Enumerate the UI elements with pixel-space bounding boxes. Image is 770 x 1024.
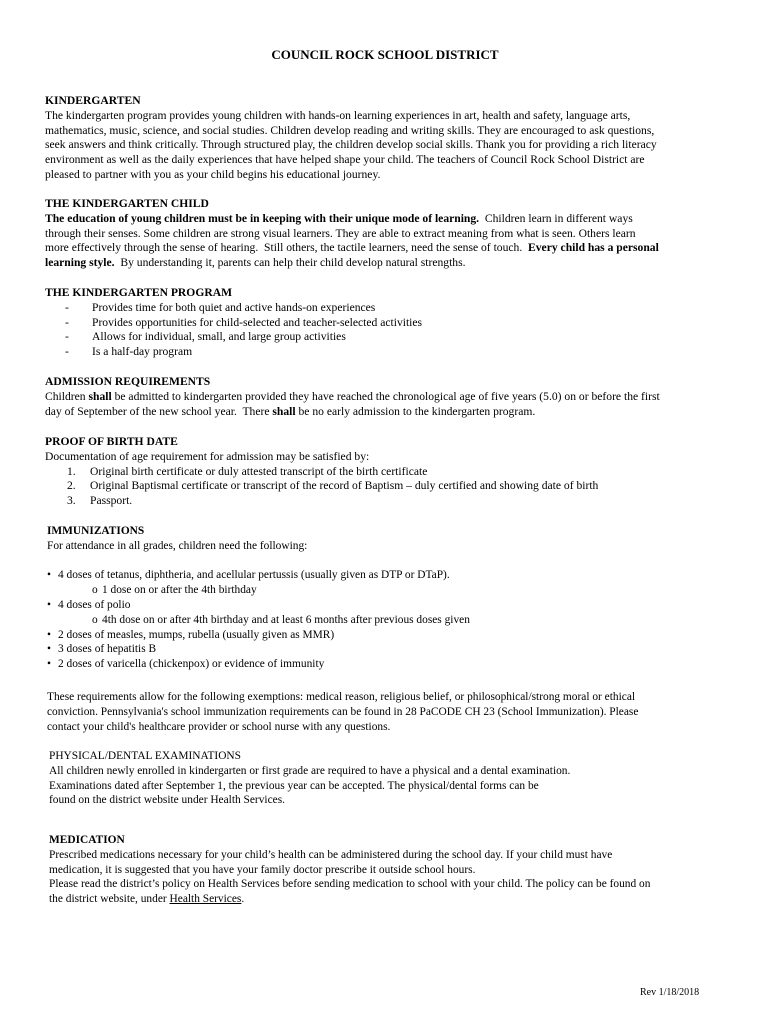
paragraph-line: Documentation of age requirement for admission may be satisfied by: <box>45 449 370 463</box>
section-immunizations <box>47 524 737 734</box>
list-item <box>45 494 735 509</box>
bold-text: shall <box>88 389 112 403</box>
list-item: • 4 doses of polio <box>47 598 737 613</box>
paragraph-line <box>49 892 739 907</box>
list-item: • 4 doses of tetanus, diphtheria, and acellular pertussis (usually given as DTP or DTaP). <box>47 568 737 583</box>
paragraph-line <box>45 256 735 271</box>
paragraph-line: mathematics, music, science, and social studies. Children develop reading and writing skills. They are encouraged to ask questions, <box>45 123 655 137</box>
text: Children learn in different ways <box>479 211 633 225</box>
paragraph-line: medication, it is suggested that you have your family doctor prescribe it outside school hours. <box>49 863 476 876</box>
bold-text: The education of young children must be in keeping with their unique mode of learning. <box>45 211 480 225</box>
paragraph-line <box>45 405 735 420</box>
paragraph-line: All children newly enrolled in kindergarten or first grade are required to have a physical and a dental examination. <box>49 764 571 777</box>
birth-documents-list <box>45 465 735 509</box>
bold-text: learning style. <box>45 256 115 270</box>
sub-item: o 1 dose on or after the 4th birthday <box>47 583 737 598</box>
section-proof-of-birth <box>45 435 735 509</box>
revision-date: Rev 1/18/2018 <box>640 987 700 998</box>
physical-heading: PHYSICAL/DENTAL EXAMINATIONS <box>49 750 241 762</box>
list-item <box>45 465 735 480</box>
bold-text: Every child has a personal <box>528 241 659 255</box>
program-list <box>45 301 735 360</box>
section-physical-dental <box>49 749 739 808</box>
document-title: COUNCIL ROCK SCHOOL DISTRICT <box>271 47 499 62</box>
paragraph-line <box>45 241 735 256</box>
text: Children <box>45 389 89 403</box>
text: more effectively through the sense of hearing. Still others, the tactile learners, need the sense of touch. <box>45 241 529 255</box>
list-item: • 3 doses of hepatitis B <box>47 642 737 657</box>
list-number: 3. <box>67 494 76 508</box>
text: day of September of the new school year. There <box>45 404 273 418</box>
text: be admitted to kindergarten provided they have reached the chronological age of five years (5.0) on or before the first <box>111 389 660 403</box>
list-item: - Allows for individual, small, and large group activities <box>45 330 735 345</box>
child-heading: THE KINDERGARTEN CHILD <box>45 197 209 210</box>
list-number: 1. <box>67 464 76 478</box>
list-text: Passport. <box>90 494 133 508</box>
paragraph-line: pleased to partner with you as your child begins his educational journey. <box>45 167 381 181</box>
paragraph-line: found on the district website under Health Services. <box>49 794 285 807</box>
list-item: • 2 doses of varicella (chickenpox) or evidence of immunity <box>47 657 737 672</box>
paragraph-line: through their senses. Some children are strong visual learners. They are able to extract meaning from what is seen. Others learn <box>45 226 636 240</box>
list-item: • 2 doses of measles, mumps, rubella (usually given as MMR) <box>47 628 737 643</box>
list-text: Original birth certificate or duly attested transcript of the birth certificate <box>90 464 428 478</box>
immunizations-heading: IMMUNIZATIONS <box>47 525 145 537</box>
program-heading: THE KINDERGARTEN PROGRAM <box>45 286 233 299</box>
list-item: - Provides opportunities for child-selected and teacher-selected activities <box>45 316 735 331</box>
paragraph-line <box>45 390 735 405</box>
sub-item: o 4th dose on or after 4th birthday and at least 6 months after previous doses given <box>47 613 737 628</box>
list-number: 2. <box>67 479 76 493</box>
section-kindergarten-child <box>45 197 735 271</box>
list-item: - Provides time for both quiet and active hands-on experiences <box>45 301 735 316</box>
paragraph-line: For attendance in all grades, children need the following: <box>47 539 308 552</box>
paragraph-line <box>45 212 735 227</box>
medication-heading: MEDICATION <box>49 834 125 846</box>
birth-heading: PROOF OF BIRTH DATE <box>45 435 178 448</box>
paragraph-line: Please read the district’s policy on Health Services before sending medication to school with your child. The policy can be found on <box>49 878 651 891</box>
bold-text: shall <box>272 404 296 418</box>
section-medication <box>49 833 739 907</box>
section-admission <box>45 375 735 419</box>
list-item <box>45 479 735 494</box>
paragraph-line: environment as well as the daily experiences that have helped shape your child. The teachers of Council Rock School District are <box>45 153 645 167</box>
list-item: - Is a half-day program <box>45 345 735 360</box>
paragraph-line: conviction. Pennsylvania's school immunization requirements can be found in 28 PaCODE CH 23 (School Immunization). Please <box>47 705 639 718</box>
immunization-list <box>47 598 737 613</box>
paragraph-line: contact your child's healthcare provider or school nurse with any questions. <box>47 720 391 733</box>
text: By understanding it, parents can help their child develop natural strengths. <box>114 256 466 270</box>
text: . <box>241 893 245 906</box>
section-kindergarten-program <box>45 286 735 360</box>
section-kindergarten <box>45 94 735 183</box>
paragraph-line: seek answers and think critically. Through structured play, the children develop social skills. Thank you for providing a rich literacy <box>45 138 657 152</box>
immunization-list <box>47 628 737 672</box>
health-services-link[interactable]: Health Services <box>169 893 242 906</box>
text: the district website, under <box>49 893 170 906</box>
paragraph-line: The kindergarten program provides young children with hands-on learning experiences in art, health and safety, language arts, <box>45 108 631 122</box>
paragraph-line: Prescribed medications necessary for your child’s health can be administered during the school day. If your child must have <box>49 848 613 861</box>
paragraph-line: These requirements allow for the following exemptions: medical reason, religious belief, or philosophical/strong moral or ethical <box>47 690 636 703</box>
immunization-list <box>47 568 737 583</box>
list-text: Original Baptismal certificate or transcript of the record of Baptism – duly certified and showing date of birth <box>90 479 599 493</box>
text: be no early admission to the kindergarten program. <box>295 404 536 418</box>
paragraph-line: Examinations dated after September 1, the previous year can be accepted. The physical/dental forms can be <box>49 779 539 792</box>
kindergarten-heading: KINDERGARTEN <box>45 94 141 107</box>
admission-heading: ADMISSION REQUIREMENTS <box>45 375 211 388</box>
